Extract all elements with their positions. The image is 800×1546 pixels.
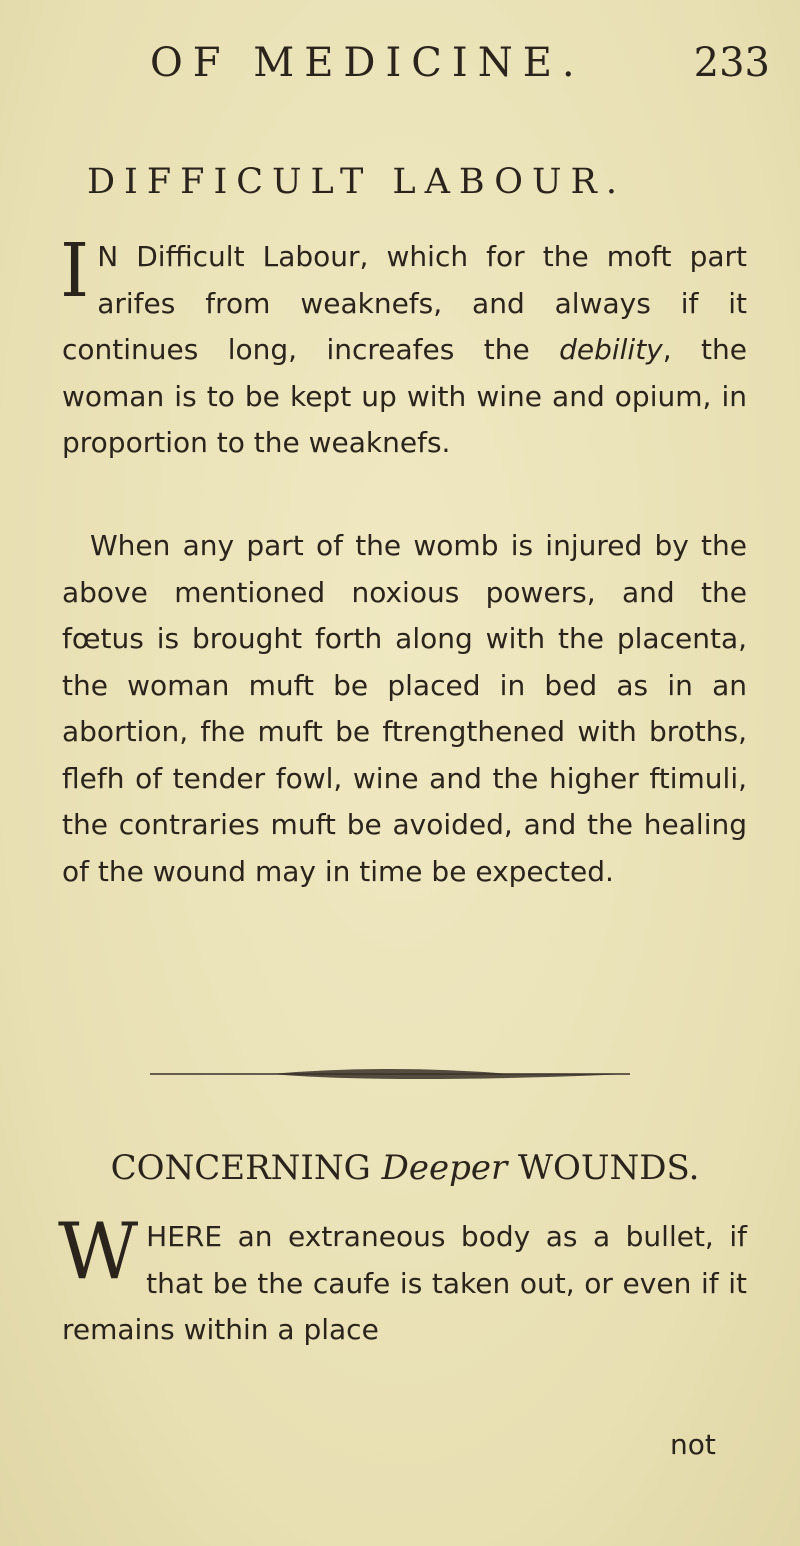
paragraph-difficult-labour-1 xyxy=(60,228,747,467)
italic-term: debility xyxy=(559,333,663,366)
section-title-difficult-labour: DIFFICULT LABOUR. xyxy=(87,162,626,202)
paragraph-text: When any part of the womb is injured by the above mentioned noxious powers, and the fœtus is brought forth along with the placenta, the woman muft be placed in bed as in an abortion, fhe muft be ftrengthened with broths, flefh of tender fowl, wine and the higher ftimuli, the contraries muft be avoided, and the healing of the wound may in time be expected. xyxy=(62,529,747,888)
paragraph-text: HERE an extraneous body as a bullet, if that be the caufe is taken out, or even if it remains within a place xyxy=(62,1220,747,1346)
ornamental-divider xyxy=(150,1066,630,1082)
running-title: OF MEDICINE. xyxy=(150,40,585,86)
paragraph-difficult-labour-2 xyxy=(62,523,747,895)
running-header xyxy=(150,40,770,86)
paragraph-text: N Difficult Labour, which for the moft part arifes from weaknefs, and always if it continues long, increafes the xyxy=(62,240,747,366)
catchword: not xyxy=(670,1428,716,1461)
paragraph-text-end: , the woman is to be kept up with wine and opium, in proportion to the weaknefs. xyxy=(62,333,747,459)
drop-cap: I xyxy=(60,228,90,314)
page-number: 233 xyxy=(693,40,770,86)
paragraph-deeper-wounds-1 xyxy=(58,1207,747,1354)
section-title-deeper-wounds: CONCERNING Deeper WOUNDS. xyxy=(110,1148,700,1188)
drop-cap: W xyxy=(58,1207,139,1297)
